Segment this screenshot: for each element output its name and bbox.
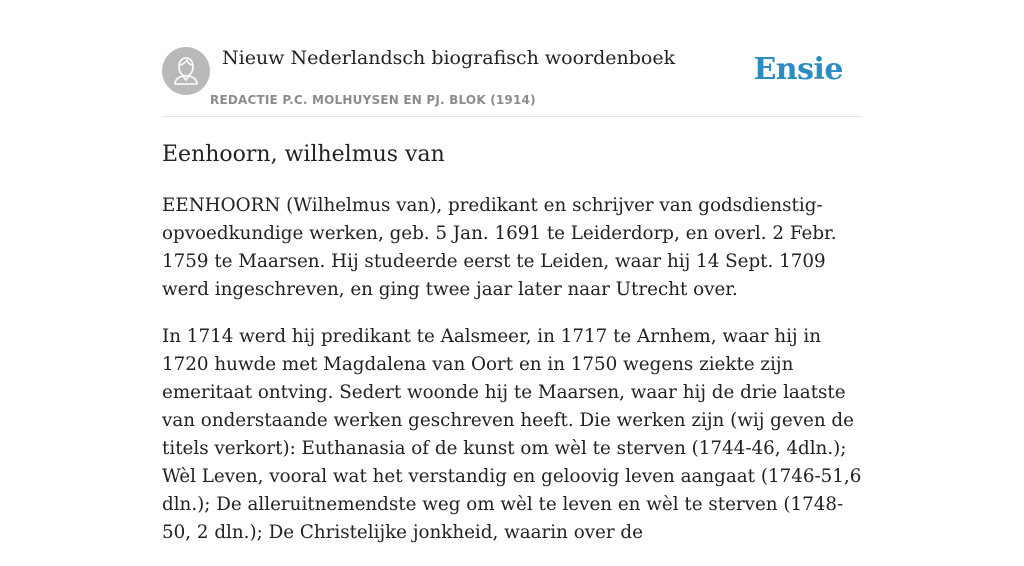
editors-credit: REDACTIE P.C. MOLHUYSEN EN PJ. BLOK (1914) xyxy=(210,93,536,107)
book-title-link[interactable]: Nieuw Nederlandsch biografisch woordenboek xyxy=(222,47,676,69)
article-body xyxy=(162,192,862,566)
article-paragraph-2: In 1714 werd hij predikant te Aalsmeer, in 1717 te Arnhem, waar hij in 1720 huwde met Magdalena van Oort en in 1750 wegens ziekte zijn emeritaat ontving. Sedert woonde hij te Maarsen, waar hij de drie laatste van onderstaande werken geschreven heeft. Die werken zijn (wij geven de titels verkort): Euthanasia of de kunst om wèl te sterven (1744-46, 4dln.); Wèl Leven, vooral wat het verstandig en geloovig leven aangaat (1746-51,6 dln.); De alleruitnemendste weg om wèl te leven en wèl te sterven (1748-50, 2 dln.); De Christelijke jonkheid, waarin over de xyxy=(162,326,862,543)
article-paragraph-1: EENHOORN (Wilhelmus van), predikant en schrijver van godsdienstig-opvoedkundige werken, geb. 5 Jan. 1691 te Leiderdorp, en overl. 2 Febr. 1759 te Maarsen. Hij studeerde eerst te Leiden, waar hij 14 Sept. 1709 werd ingeschreven, en ging twee jaar later naar Utrecht over. xyxy=(162,195,837,300)
brand-logo-link[interactable]: Ensie xyxy=(753,52,843,87)
source-header xyxy=(162,46,862,117)
person-icon xyxy=(162,47,210,95)
entry-title: Eenhoorn, wilhelmus van xyxy=(162,142,445,167)
author-avatar[interactable] xyxy=(162,47,210,95)
